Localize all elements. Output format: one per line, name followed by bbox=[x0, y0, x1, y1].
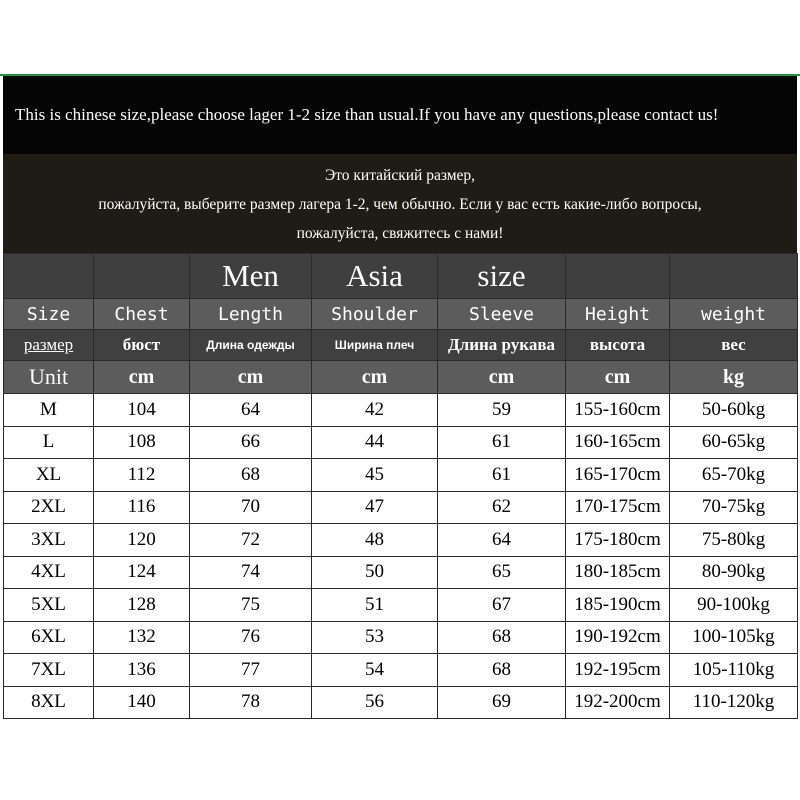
unit-length: cm bbox=[190, 361, 312, 394]
cell-size: L bbox=[4, 426, 94, 459]
unit-weight: kg bbox=[670, 361, 798, 394]
cell-size: M bbox=[4, 394, 94, 427]
title-word-asia: Asia bbox=[312, 254, 438, 299]
cell-sleeve: 69 bbox=[438, 686, 566, 719]
header-ru-chest: бюст bbox=[94, 330, 190, 361]
cell-size: XL bbox=[4, 459, 94, 492]
russian-notice-line-1: Это китайский размер, bbox=[324, 166, 476, 184]
header-row-english bbox=[4, 299, 798, 330]
cell-sleeve: 64 bbox=[438, 524, 566, 557]
header-height: Height bbox=[566, 299, 670, 330]
cell-shoulder: 45 bbox=[312, 459, 438, 492]
table-row bbox=[4, 686, 798, 719]
cell-shoulder: 54 bbox=[312, 654, 438, 687]
cell-sleeve: 67 bbox=[438, 589, 566, 622]
cell-chest: 132 bbox=[94, 621, 190, 654]
cell-length: 70 bbox=[190, 491, 312, 524]
unit-sleeve: cm bbox=[438, 361, 566, 394]
table-row bbox=[4, 654, 798, 687]
cell-chest: 140 bbox=[94, 686, 190, 719]
cell-weight: 100-105kg bbox=[670, 621, 798, 654]
header-ru-length: Длина одежды bbox=[190, 330, 312, 361]
cell-size: 7XL bbox=[4, 654, 94, 687]
cell-chest: 136 bbox=[94, 654, 190, 687]
unit-chest: cm bbox=[94, 361, 190, 394]
cell-height: 190-192cm bbox=[566, 621, 670, 654]
table-row bbox=[4, 589, 798, 622]
cell-weight: 70-75kg bbox=[670, 491, 798, 524]
english-notice-text: This is chinese size,please choose lager 1-2 size than usual.If you have any questions,please contact us! bbox=[15, 105, 719, 124]
cell-weight: 90-100kg bbox=[670, 589, 798, 622]
title-cell-empty bbox=[670, 254, 798, 299]
cell-length: 64 bbox=[190, 394, 312, 427]
cell-size: 6XL bbox=[4, 621, 94, 654]
cell-chest: 108 bbox=[94, 426, 190, 459]
cell-length: 78 bbox=[190, 686, 312, 719]
cell-shoulder: 56 bbox=[312, 686, 438, 719]
header-sleeve: Sleeve bbox=[438, 299, 566, 330]
cell-sleeve: 68 bbox=[438, 654, 566, 687]
cell-length: 75 bbox=[190, 589, 312, 622]
header-row-russian bbox=[4, 330, 798, 361]
header-shoulder: Shoulder bbox=[312, 299, 438, 330]
cell-sleeve: 61 bbox=[438, 426, 566, 459]
cell-height: 170-175cm bbox=[566, 491, 670, 524]
cell-length: 66 bbox=[190, 426, 312, 459]
cell-weight: 60-65kg bbox=[670, 426, 798, 459]
cell-chest: 116 bbox=[94, 491, 190, 524]
cell-height: 180-185cm bbox=[566, 556, 670, 589]
cell-shoulder: 47 bbox=[312, 491, 438, 524]
header-ru-size: размер bbox=[4, 330, 94, 361]
cell-weight: 75-80kg bbox=[670, 524, 798, 557]
cell-length: 77 bbox=[190, 654, 312, 687]
cell-height: 175-180cm bbox=[566, 524, 670, 557]
cell-sleeve: 61 bbox=[438, 459, 566, 492]
cell-size: 3XL bbox=[4, 524, 94, 557]
cell-weight: 110-120kg bbox=[670, 686, 798, 719]
cell-weight: 50-60kg bbox=[670, 394, 798, 427]
cell-chest: 124 bbox=[94, 556, 190, 589]
cell-sleeve: 68 bbox=[438, 621, 566, 654]
cell-length: 76 bbox=[190, 621, 312, 654]
cell-height: 160-165cm bbox=[566, 426, 670, 459]
cell-size: 5XL bbox=[4, 589, 94, 622]
table-title-row bbox=[4, 254, 798, 299]
title-word-size: size bbox=[438, 254, 566, 299]
table-row bbox=[4, 621, 798, 654]
size-chart-table bbox=[3, 253, 798, 719]
unit-label: Unit bbox=[4, 361, 94, 394]
cell-sleeve: 65 bbox=[438, 556, 566, 589]
title-cell-empty bbox=[4, 254, 94, 299]
header-chest: Chest bbox=[94, 299, 190, 330]
unit-shoulder: cm bbox=[312, 361, 438, 394]
cell-shoulder: 48 bbox=[312, 524, 438, 557]
russian-notice-line-2: пожалуйста, выберите размер лагера 1-2, чем обычно. Если у вас есть какие-либо вопросы, bbox=[98, 195, 702, 213]
cell-length: 72 bbox=[190, 524, 312, 557]
cell-chest: 120 bbox=[94, 524, 190, 557]
cell-shoulder: 42 bbox=[312, 394, 438, 427]
cell-weight: 105-110kg bbox=[670, 654, 798, 687]
table-row bbox=[4, 524, 798, 557]
cell-length: 68 bbox=[190, 459, 312, 492]
header-size: Size bbox=[4, 299, 94, 330]
table-row bbox=[4, 556, 798, 589]
header-ru-height: высота bbox=[566, 330, 670, 361]
russian-notice-banner bbox=[3, 154, 797, 254]
cell-shoulder: 51 bbox=[312, 589, 438, 622]
header-weight: weight bbox=[670, 299, 798, 330]
unit-height: cm bbox=[566, 361, 670, 394]
cell-size: 2XL bbox=[4, 491, 94, 524]
title-cell-empty bbox=[566, 254, 670, 299]
cell-chest: 128 bbox=[94, 589, 190, 622]
header-ru-weight: вес bbox=[670, 330, 798, 361]
cell-sleeve: 59 bbox=[438, 394, 566, 427]
table-row bbox=[4, 394, 798, 427]
cell-chest: 104 bbox=[94, 394, 190, 427]
header-length: Length bbox=[190, 299, 312, 330]
cell-height: 192-200cm bbox=[566, 686, 670, 719]
cell-weight: 65-70kg bbox=[670, 459, 798, 492]
unit-row bbox=[4, 361, 798, 394]
cell-shoulder: 53 bbox=[312, 621, 438, 654]
cell-height: 155-160cm bbox=[566, 394, 670, 427]
size-rows bbox=[4, 394, 798, 719]
russian-notice-line-3: пожалуйста, свяжитесь с нами! bbox=[296, 224, 504, 242]
cell-chest: 112 bbox=[94, 459, 190, 492]
cell-weight: 80-90kg bbox=[670, 556, 798, 589]
table-row bbox=[4, 491, 798, 524]
cell-shoulder: 50 bbox=[312, 556, 438, 589]
title-word-men: Men bbox=[190, 254, 312, 299]
cell-height: 192-195cm bbox=[566, 654, 670, 687]
cell-height: 165-170cm bbox=[566, 459, 670, 492]
cell-shoulder: 44 bbox=[312, 426, 438, 459]
cell-length: 74 bbox=[190, 556, 312, 589]
title-cell-empty bbox=[94, 254, 190, 299]
english-notice-banner bbox=[3, 76, 797, 154]
cell-sleeve: 62 bbox=[438, 491, 566, 524]
header-ru-shoulder: Ширина плеч bbox=[312, 330, 438, 361]
cell-size: 8XL bbox=[4, 686, 94, 719]
cell-height: 185-190cm bbox=[566, 589, 670, 622]
cell-size: 4XL bbox=[4, 556, 94, 589]
table-row bbox=[4, 459, 798, 492]
header-ru-sleeve: Длина рукава bbox=[438, 330, 566, 361]
table-row bbox=[4, 426, 798, 459]
